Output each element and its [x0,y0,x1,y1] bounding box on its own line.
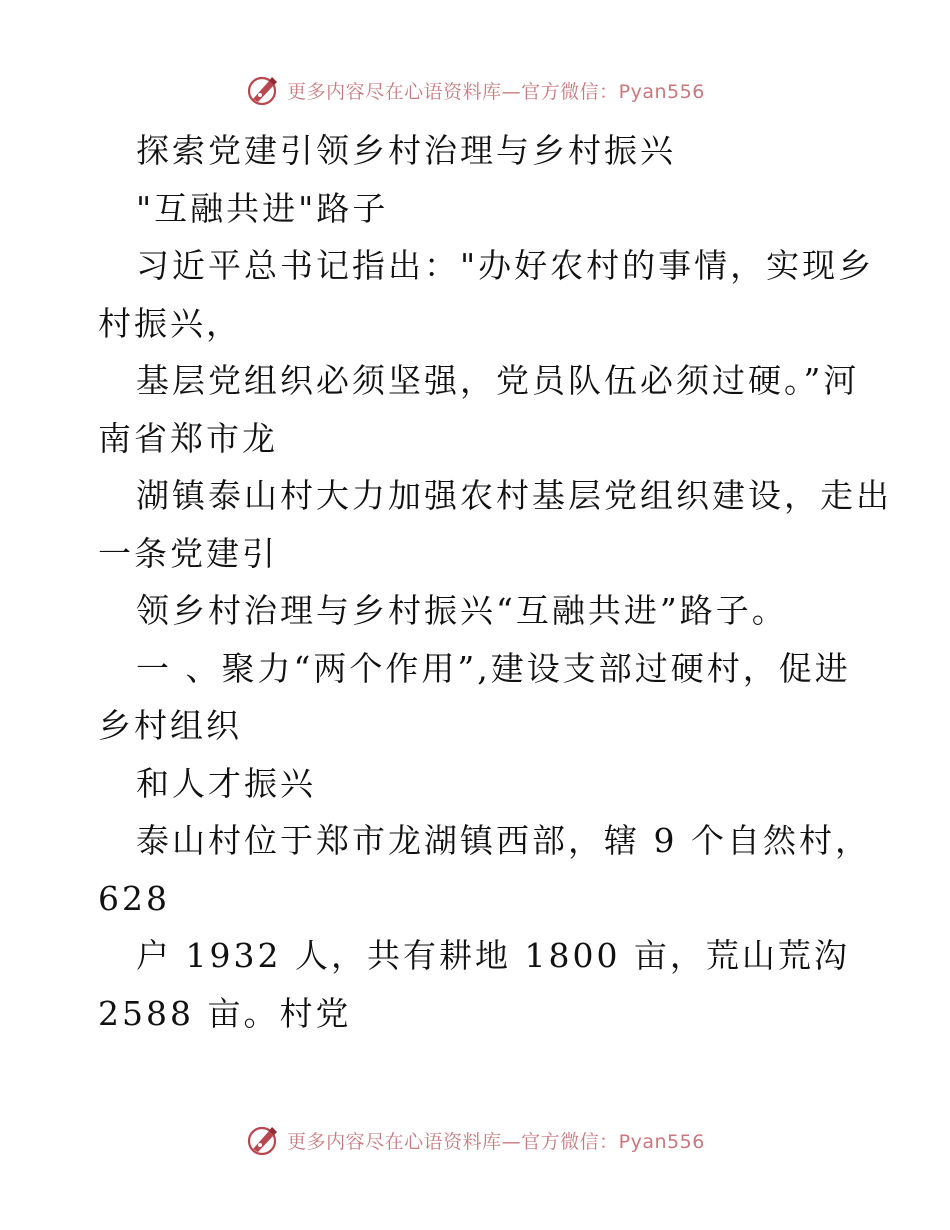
pen-nib-logo-icon [245,72,281,108]
text-line: 和人才振兴 [136,763,316,803]
text-line: 一条党建引 [98,533,278,573]
text-line: 村振兴， [98,303,242,343]
text-line: 户 1932 人，共有耕地 1800 亩，荒山荒沟 [136,936,850,975]
text-line: "互融共进"路子 [136,188,389,228]
document-body [98,122,892,1042]
pen-nib-logo-icon [245,1122,281,1158]
text-line: 基层党组织必须坚强，党员队伍必须过硬。”河 [136,361,860,400]
text-line: 领乡村治理与乡村振兴“互融共进”路子。 [136,591,788,630]
text-line: 南省郑市龙 [98,418,278,458]
text-line: 泰山村位于郑市龙湖镇西部，辖 9 个自然村， [136,821,871,860]
text-line: 2588 亩。村党 [98,993,352,1033]
text-line: 探索党建引领乡村治理与乡村振兴 [136,131,676,170]
text-line: 习近平总书记指出："办好农村的事情，实现乡 [136,246,875,285]
header-banner-text: 更多内容尽在心语资料库—官方微信：Pyan556 [287,80,705,103]
text-line: 乡村组织 [98,706,242,745]
footer-banner-text: 更多内容尽在心语资料库—官方微信：Pyan556 [287,1130,705,1153]
footer-banner [0,1120,950,1160]
header-banner [0,70,950,110]
text-line: 湖镇泰山村大力加强农村基层党组织建设，走出 [136,476,892,515]
text-line: 628 [98,878,170,918]
text-line: 一 、聚力“两个作用”,建设支部过硬村，促进 [136,648,851,688]
